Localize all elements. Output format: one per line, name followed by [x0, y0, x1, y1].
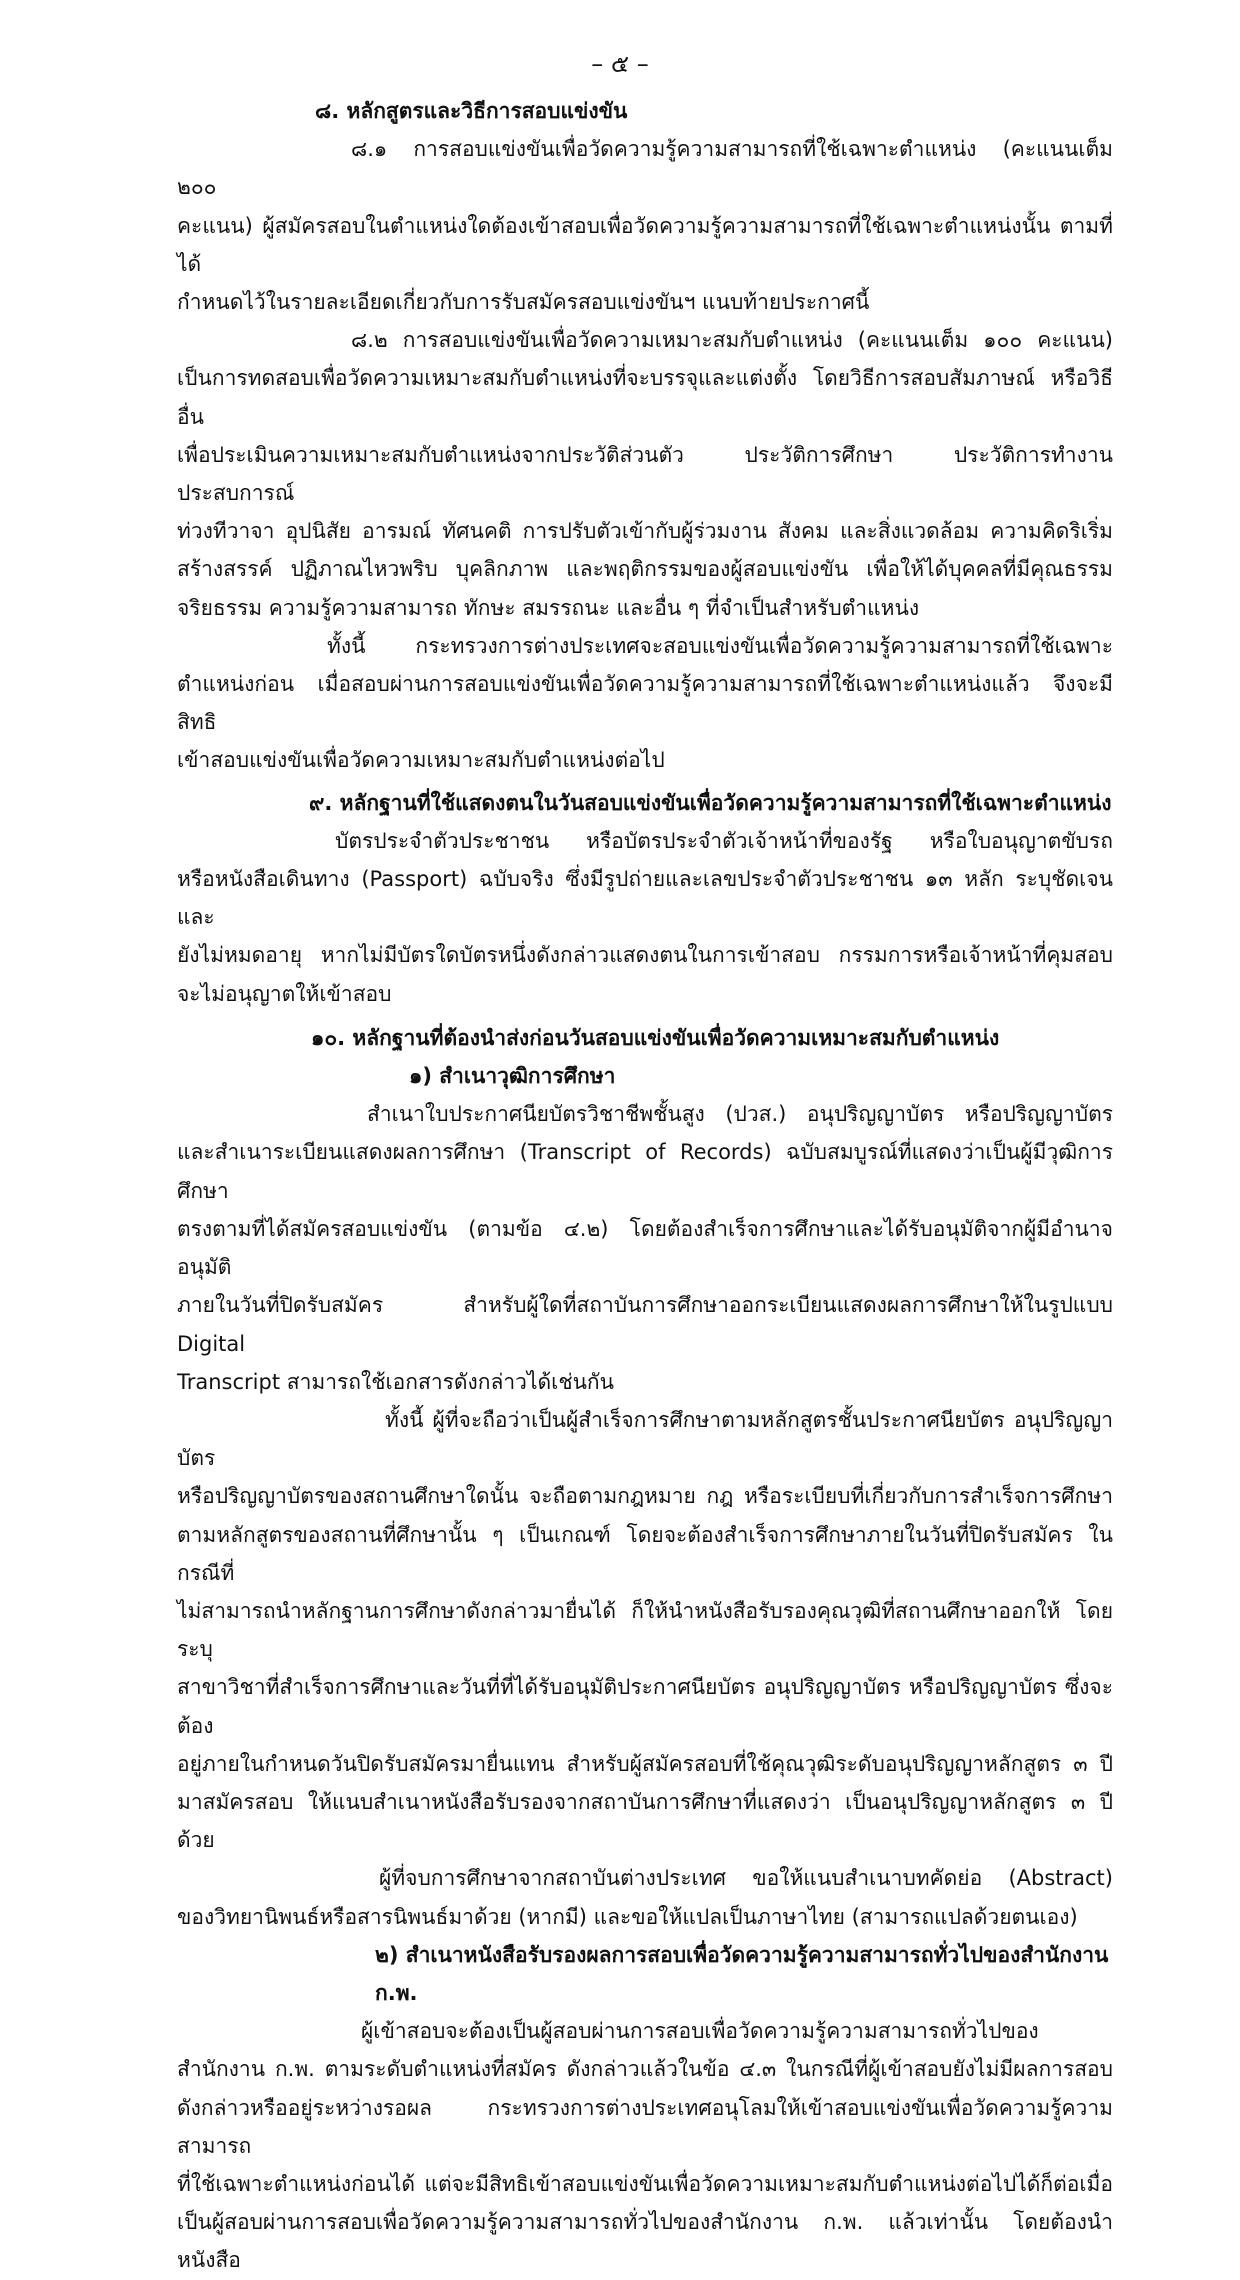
text-line: กำหนดไว้ในรายละเอียดเกี่ยวกับการรับสมัครสอบแข่งขันฯ แนบท้ายประกาศนี้ — [177, 290, 870, 315]
text-line: ผู้ที่จบการศึกษาจากสถาบันต่างประเทศ ขอให้แนบสำเนาบทคัดย่อ (Abstract) — [379, 1866, 1113, 1891]
text-line: ท่วงทีวาจา อุปนิสัย อารมณ์ ทัศนคติ การปรับตัวเข้ากับผู้ร่วมงาน สังคม และสิ่งแวดล้อม ความคิดริเริ่ม — [177, 519, 1113, 544]
text-line: หรือปริญญาบัตรของสถานศึกษาใดนั้น จะถือตามกฎหมาย กฎ หรือระเบียบที่เกี่ยวกับการสำเร็จการศึกษา — [177, 1484, 1113, 1509]
text-line: คะแนน) ผู้สมัครสอบในตำแหน่งใดต้องเข้าสอบเพื่อวัดความรู้ความสามารถที่ใช้เฉพาะตำแหน่งนั้น ตามที่ได้ — [177, 213, 1113, 276]
text-line: ทั้งนี้ ผู้ที่จะถือว่าเป็นผู้สำเร็จการศึกษาตามหลักสูตรชั้นประกาศนียบัตร อนุปริญญาบัตร — [177, 1407, 1113, 1471]
section-10-1-paragraph — [177, 1095, 1113, 1401]
text-line: ตำแหน่งก่อน เมื่อสอบผ่านการสอบแข่งขันเพื่อวัดความรู้ความสามารถที่ใช้เฉพาะตำแหน่งแล้ว จึงจะมีสิทธิ — [177, 672, 1113, 735]
text-line: Transcript สามารถใช้เอกสารดังกล่าวได้เช่นกัน — [177, 1369, 615, 1394]
text-line: ภายในวันที่ปิดรับสมัคร สำหรับผู้ใดที่สถาบันการศึกษาออกระเบียนแสดงผลการศึกษาให้ในรูปแบบ Digital — [177, 1293, 1113, 1356]
section-10-1-heading: ๑) สำเนาวุฒิการศึกษา — [409, 1064, 616, 1089]
section-10-2-heading: ๒) สำเนาหนังสือรับรองผลการสอบเพื่อวัดความรู้ความสามารถทั่วไปของสำนักงาน ก.พ. — [375, 1942, 1109, 2005]
page-number: – ๕ – — [591, 50, 649, 78]
text-line: หรือหนังสือเดินทาง (Passport) ฉบับจริง ซึ่งมีรูปถ่ายและเลขประจำตัวประชาชน ๑๓ หลัก ระบุชัดเจนและ — [177, 867, 1113, 930]
text-line: ๘.๒ การสอบแข่งขันเพื่อวัดความเหมาะสมกับตำแหน่ง (คะแนนเต็ม ๑๐๐ คะแนน) — [351, 328, 1113, 353]
text-line: ผู้เข้าสอบจะต้องเป็นผู้สอบผ่านการสอบเพื่อวัดความรู้ความสามารถทั่วไปของ — [361, 2019, 1039, 2044]
section-8-heading: ๘. หลักสูตรและวิธีการสอบแข่งขัน — [315, 99, 628, 123]
section-10-heading: ๑๐. หลักฐานที่ต้องนำส่งก่อนวันสอบแข่งขันเพื่อวัดความเหมาะสมกับตำแหน่ง — [311, 1025, 1000, 1050]
text-line: และสำเนาระเบียนแสดงผลการศึกษา (Transcript of Records) ฉบับสมบูรณ์ที่แสดงว่าเป็นผู้มีวุฒิการศึกษา — [177, 1140, 1113, 1203]
text-line: จริยธรรม ความรู้ความสามารถ ทักษะ สมรรถนะ และอื่น ๆ ที่จำเป็นสำหรับตำแหน่ง — [177, 595, 920, 620]
text-line: ๘.๑ การสอบแข่งขันเพื่อวัดความรู้ความสามารถที่ใช้เฉพาะตำแหน่ง (คะแนนเต็ม ๒๐๐ — [177, 137, 1113, 200]
text-line: อยู่ภายในกำหนดวันปิดรับสมัครมายื่นแทน สำหรับผู้สมัครสอบที่ใช้คุณวุฒิระดับอนุปริญญาหลักสูตร ๓ ปี — [177, 1751, 1113, 1776]
text-line: ตามหลักสูตรของสถานที่ศึกษานั้น ๆ เป็นเกณฑ์ โดยจะต้องสำเร็จการศึกษาภายในวันที่ปิดรับสมัคร ในกรณีที่ — [177, 1522, 1113, 1585]
section-8-1-paragraph — [177, 130, 1113, 321]
text-line: สร้างสรรค์ ปฏิภาณไหวพริบ บุคลิกภาพ และพฤติกรรมของผู้สอบแข่งขัน เพื่อให้ได้บุคคลที่มีคุณธรรม — [177, 557, 1113, 582]
section-10-1-note-paragraph — [177, 1401, 1113, 1859]
text-line: สำเนาใบประกาศนียบัตรวิชาชีพชั้นสูง (ปวส.) อนุปริญญาบัตร หรือปริญญาบัตร — [367, 1102, 1113, 1127]
text-line: ดังกล่าวหรืออยู่ระหว่างรอผล กระทรวงการต่างประเทศอนุโลมให้เข้าสอบแข่งขันเพื่อวัดความรู้ความสามารถ — [177, 2095, 1113, 2158]
text-line: มาสมัครสอบ ให้แนบสำเนาหนังสือรับรองจากสถาบันการศึกษาที่แสดงว่า เป็นอนุปริญญาหลักสูตร ๓ ปี ด้วย — [177, 1789, 1113, 1853]
section-10-2-paragraph — [177, 2012, 1113, 2279]
text-line: บัตรประจำตัวประชาชน หรือบัตรประจำตัวเจ้าหน้าที่ของรัฐ หรือใบอนุญาตขับรถ — [335, 828, 1113, 853]
text-line: ของวิทยานิพนธ์หรือสารนิพนธ์มาด้วย (หากมี) และขอให้แปลเป็นภาษาไทย (สามารถแปลด้วยตนเอง) — [177, 1904, 1078, 1929]
text-line: จะไม่อนุญาตให้เข้าสอบ — [177, 981, 392, 1006]
text-line: เข้าสอบแข่งขันเพื่อวัดความเหมาะสมกับตำแหน่งต่อไป — [177, 748, 665, 773]
section-10-1-abstract-paragraph — [177, 1859, 1113, 1935]
text-line: ตรงตามที่ได้สมัครสอบแข่งขัน (ตามข้อ ๔.๒) โดยต้องสำเร็จการศึกษาและได้รับอนุมัติจากผู้มีอำนาจอนุมัติ — [177, 1216, 1113, 1280]
text-line: ไม่สามารถนำหลักฐานการศึกษาดังกล่าวมายื่นได้ ก็ให้นำหนังสือรับรองคุณวุฒิที่สถานศึกษาออกให้ โดยระบุ — [177, 1598, 1113, 1662]
text-line: สาขาวิชาที่สำเร็จการศึกษาและวันที่ที่ได้รับอนุมัติประกาศนียบัตร อนุปริญญาบัตร หรือปริญญาบัตร ซึ่งจะต้อง — [177, 1675, 1113, 1738]
section-9-paragraph — [177, 822, 1113, 1013]
text-line: สำนักงาน ก.พ. ตามระดับตำแหน่งที่สมัคร ดังกล่าวแล้วในข้อ ๔.๓ ในกรณีที่ผู้เข้าสอบยังไม่มีผลการสอบ — [177, 2057, 1113, 2082]
text-line: ที่ใช้เฉพาะตำแหน่งก่อนได้ แต่จะมีสิทธิเข้าสอบแข่งขันเพื่อวัดความเหมาะสมกับตำแหน่งต่อไปได้ก็ต่อเมื่อ — [177, 2171, 1113, 2196]
document-body — [177, 92, 1113, 2280]
text-line: ทั้งนี้ กระทรวงการต่างประเทศจะสอบแข่งขันเพื่อวัดความรู้ความสามารถที่ใช้เฉพาะ — [327, 633, 1113, 658]
text-line: ยังไม่หมดอายุ หากไม่มีบัตรใดบัตรหนึ่งดังกล่าวแสดงตนในการเข้าสอบ กรรมการหรือเจ้าหน้าที่คุมสอบ — [177, 943, 1113, 968]
text-line: เป็นผู้สอบผ่านการสอบเพื่อวัดความรู้ความสามารถทั่วไปของสำนักงาน ก.พ. แล้วเท่านั้น โดยต้องนำหนังสือ — [177, 2210, 1113, 2273]
section-8-note-paragraph — [177, 627, 1113, 780]
section-8-2-paragraph — [177, 321, 1113, 627]
section-9-heading: ๙. หลักฐานที่ใช้แสดงตนในวันสอบแข่งขันเพื่อวัดความรู้ความสามารถที่ใช้เฉพาะตำแหน่ง — [309, 790, 1112, 815]
text-line: เป็นการทดสอบเพื่อวัดความเหมาะสมกับตำแหน่งที่จะบรรจุและแต่งตั้ง โดยวิธีการสอบสัมภาษณ์ หรือวิธีอื่น — [177, 366, 1113, 429]
text-line: เพื่อประเมินความเหมาะสมกับตำแหน่งจากประวัติส่วนตัว ประวัติการศึกษา ประวัติการทำงาน ประสบการณ์ — [177, 442, 1113, 506]
